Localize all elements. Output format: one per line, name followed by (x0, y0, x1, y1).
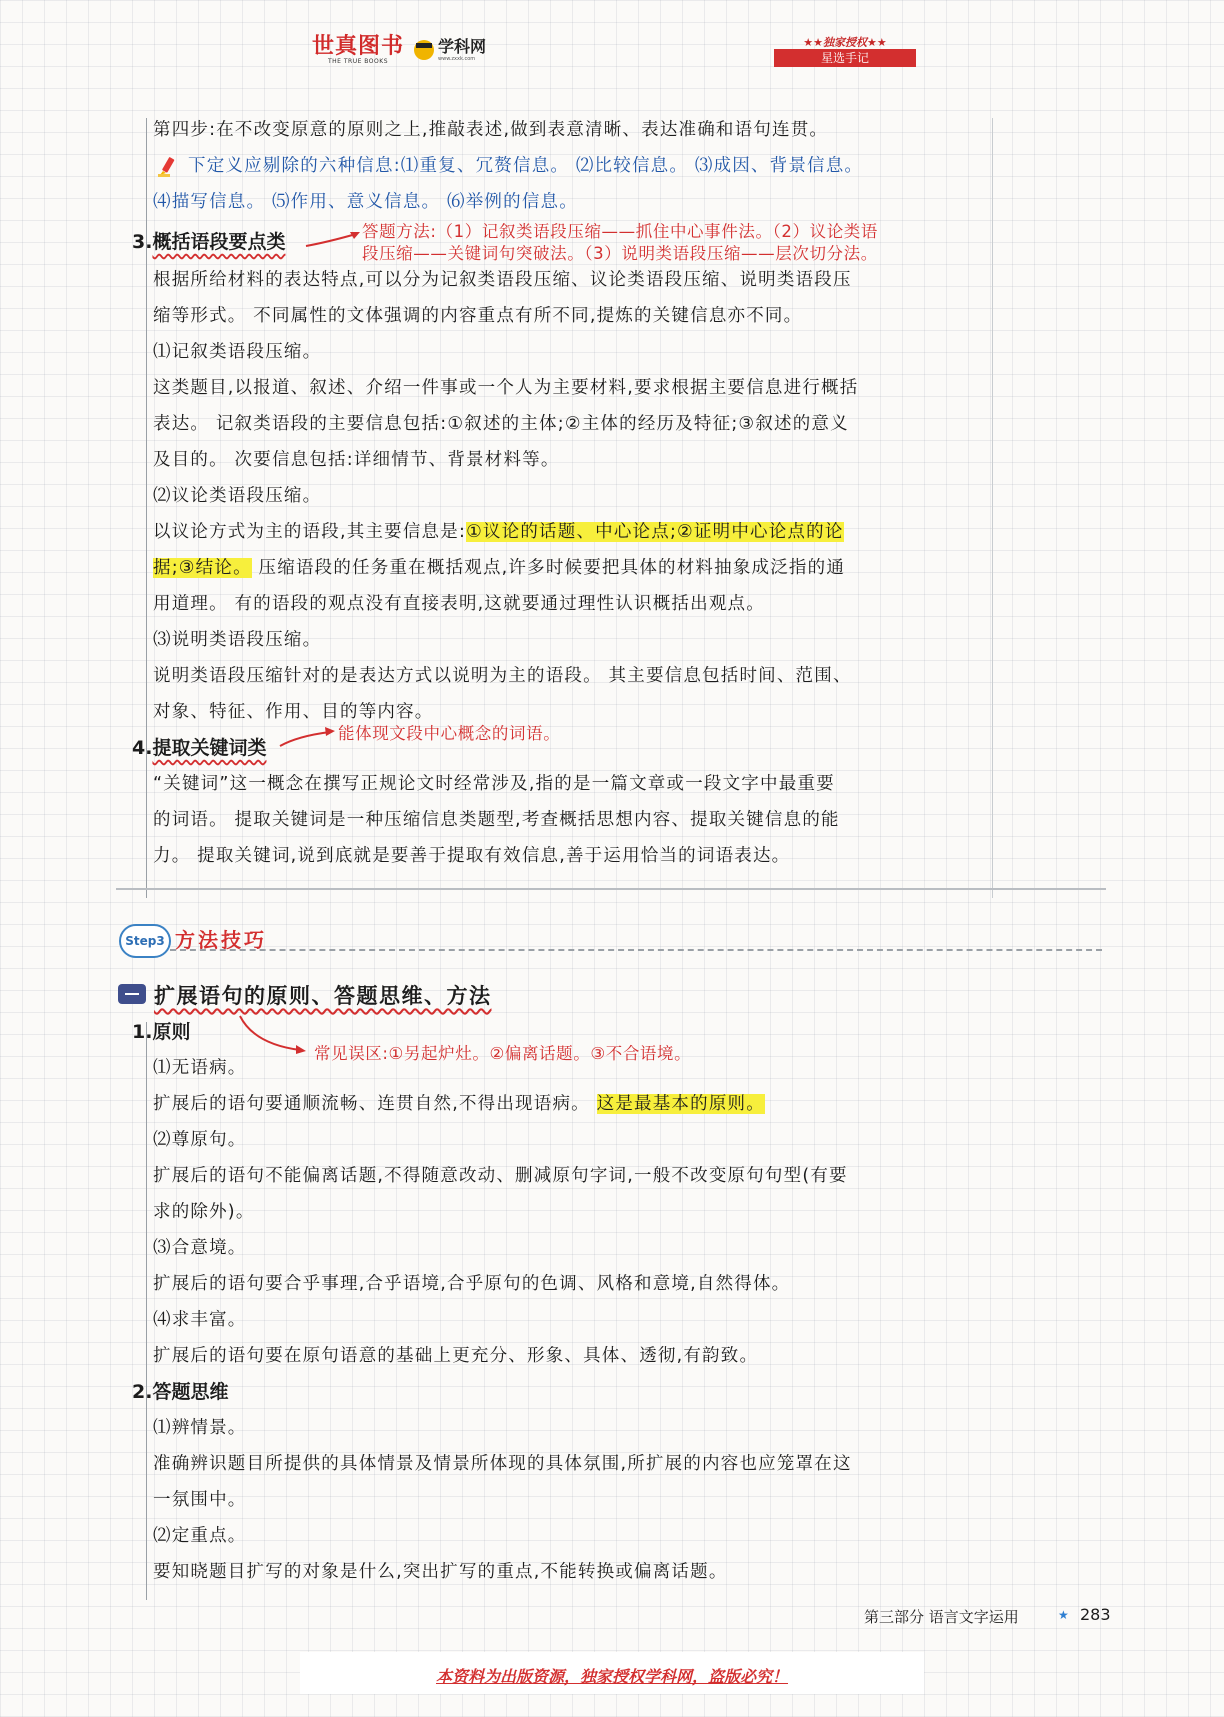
partner-logo (414, 38, 486, 62)
dashed-divider (170, 949, 1102, 951)
authorization-stamp (774, 34, 916, 67)
section-title (154, 980, 492, 1010)
text-line: ⑵议论类语段压缩。 (153, 486, 322, 506)
highlight-span: 据;③结论。 (153, 558, 252, 578)
heading-number: 4. (132, 737, 153, 759)
text-line: 一氛围中。 (153, 1490, 247, 1510)
text-line: 求的除外)。 (153, 1202, 255, 1222)
star-icon: ★ (1058, 1608, 1069, 1622)
heading-2 (132, 1380, 228, 1404)
heading-title: 答题思维 (152, 1381, 229, 1403)
stamp-ribbon: 星选手记 (774, 49, 916, 67)
text-line: 根据所给材料的表达特点,可以分为记叙类语段压缩、议论类语段压缩、说明类语段压 (153, 270, 852, 290)
header-logos (312, 34, 486, 65)
text-line: 准确辨识题目所提供的具体情景及情景所体现的具体氛围,所扩展的内容也应笼罩在这 (153, 1454, 852, 1474)
section-title-text: 扩展语句的原则、答题思维、方法 (154, 984, 492, 1008)
text-line: 第四步:在不改变原意的原则之上,推敲表述,做到表意清晰、表达准确和语句连贯。 (153, 120, 829, 140)
publisher-logo-en: THE TRUE BOOKS (328, 58, 388, 65)
highlight-span: ①议论的话题、中心论点;②证明中心论点的论 (466, 522, 844, 542)
pencil-icon (156, 156, 178, 178)
heading-3 (132, 230, 285, 254)
section-badge (118, 984, 146, 1004)
frame-right-rule (992, 118, 993, 898)
step-badge: Step3 (119, 924, 171, 958)
partner-logo-url: www.zxxk.com (438, 55, 476, 62)
text-line: ⑶说明类语段压缩。 (153, 630, 322, 650)
heading-title: 原则 (152, 1021, 191, 1043)
text-line: 缩等形式。 不同属性的文体强调的内容重点有所不同,提炼的关键信息亦不同。 (153, 306, 803, 326)
heading-number: 2. (132, 1381, 153, 1403)
chapter-label: 第三部分 语言文字运用 (864, 1608, 1019, 1626)
text-line: 表达。 记叙类语段的主要信息包括:①叙述的主体;②主体的经历及特征;③叙述的意义 (153, 414, 849, 434)
text-line: 力。 提取关键词,说到底就是要善于提取有效信息,善于运用恰当的词语表达。 (153, 846, 791, 866)
heading-number: 1. (132, 1021, 153, 1043)
arrow-icon (238, 1014, 310, 1056)
text-line: 扩展后的语句不能偏离话题,不得随意改动、删减原句字词,一般不改变原句句型(有要 (153, 1166, 848, 1186)
heading-title: 概括语段要点类 (152, 231, 286, 253)
arrow-icon (278, 722, 338, 752)
text-line: 及目的。 次要信息包括:详细情节、背景材料等。 (153, 450, 560, 470)
text-line: ⑶合意境。 (153, 1238, 247, 1258)
stamp-top: ★★独家授权★★ (803, 36, 887, 49)
watermark-text: 本资料为出版资源，独家授权学科网，盗版必究！ (435, 1667, 788, 1686)
graduation-cap-icon (414, 40, 434, 60)
text-line: 用道理。 有的语段的观点没有直接表明,这就要通过理性认识概括出观点。 (153, 594, 765, 614)
page-number: 283 (1080, 1605, 1111, 1624)
highlight-span: 这是最基本的原则。 (596, 1094, 765, 1114)
annotation-note: 答题方法:（1）记叙类语段压缩——抓住中心事件法。（2）议论类语 (362, 222, 879, 241)
arrow-icon (304, 226, 364, 252)
text-line: ⑵定重点。 (153, 1526, 247, 1546)
text-line: ⑷求丰富。 (153, 1310, 247, 1330)
text-line: “关键词”这一概念在撰写正规论文时经常涉及,指的是一篇文章或一段文字中最重要 (153, 774, 835, 794)
frame-left-rule-2 (146, 1022, 147, 1600)
annotation-note: 能体现文段中心概念的词语。 (338, 724, 561, 743)
text-line: ⑴辨情景。 (153, 1418, 247, 1438)
step-title: 方法技巧 (175, 928, 267, 952)
text-line: 这类题目,以报道、叙述、介绍一件事或一个人为主要材料,要求根据主要信息进行概括 (153, 378, 859, 398)
text-span: 扩展后的语句要通顺流畅、连贯自然,不得出现语病。 (153, 1094, 597, 1114)
text-line-blue: ⑷描写信息。 ⑸作用、意义信息。 ⑹举例的信息。 (153, 192, 578, 212)
publisher-logo-zh: 世真图书 (312, 33, 405, 59)
text-line: ⑴无语病。 (153, 1058, 247, 1078)
heading-4 (132, 736, 266, 760)
text-line: 说明类语段压缩针对的是表达方式以说明为主的语段。 其主要信息包括时间、范围、 (153, 666, 852, 686)
text-line: 扩展后的语句要在原句语意的基础上更充分、形象、具体、透彻,有韵致。 (153, 1346, 759, 1366)
text-line: 的词语。 提取关键词是一种压缩信息类题型,考查概括思想内容、提取关键信息的能 (153, 810, 840, 830)
text-span: 压缩语段的任务重在概括观点,许多时候要把具体的材料抽象成泛指的通 (251, 558, 846, 578)
publisher-logo (312, 34, 404, 65)
annotation-note: 段压缩——关键词句突破法。（3）说明类语段压缩——层次切分法。 (362, 244, 878, 263)
heading-1 (132, 1020, 190, 1044)
heading-title: 提取关键词类 (152, 737, 267, 759)
text-line (153, 520, 844, 544)
text-line: ⑵尊原句。 (153, 1130, 247, 1150)
text-span: 以议论方式为主的语段,其主要信息是: (153, 522, 467, 542)
partner-logo-zh: 学科网 (438, 36, 487, 56)
text-line: 对象、特征、作用、目的等内容。 (153, 702, 434, 722)
text-line: 扩展后的语句要合乎事理,合乎语境,合乎原句的色调、风格和意境,自然得体。 (153, 1274, 791, 1294)
text-line (153, 1092, 765, 1116)
text-line: 要知晓题目扩写的对象是什么,突出扩写的重点,不能转换或偏离话题。 (153, 1562, 728, 1582)
annotation-note: 常见误区:①另起炉灶。②偏离话题。③不合语境。 (314, 1044, 692, 1063)
frame-bottom-rule (116, 888, 1106, 890)
text-line-blue: 下定义应剔除的六种信息:⑴重复、冗赘信息。 ⑵比较信息。 ⑶成因、背景信息。 (188, 156, 864, 176)
text-line (153, 556, 845, 580)
heading-number: 3. (132, 231, 153, 253)
text-line: ⑴记叙类语段压缩。 (153, 342, 322, 362)
